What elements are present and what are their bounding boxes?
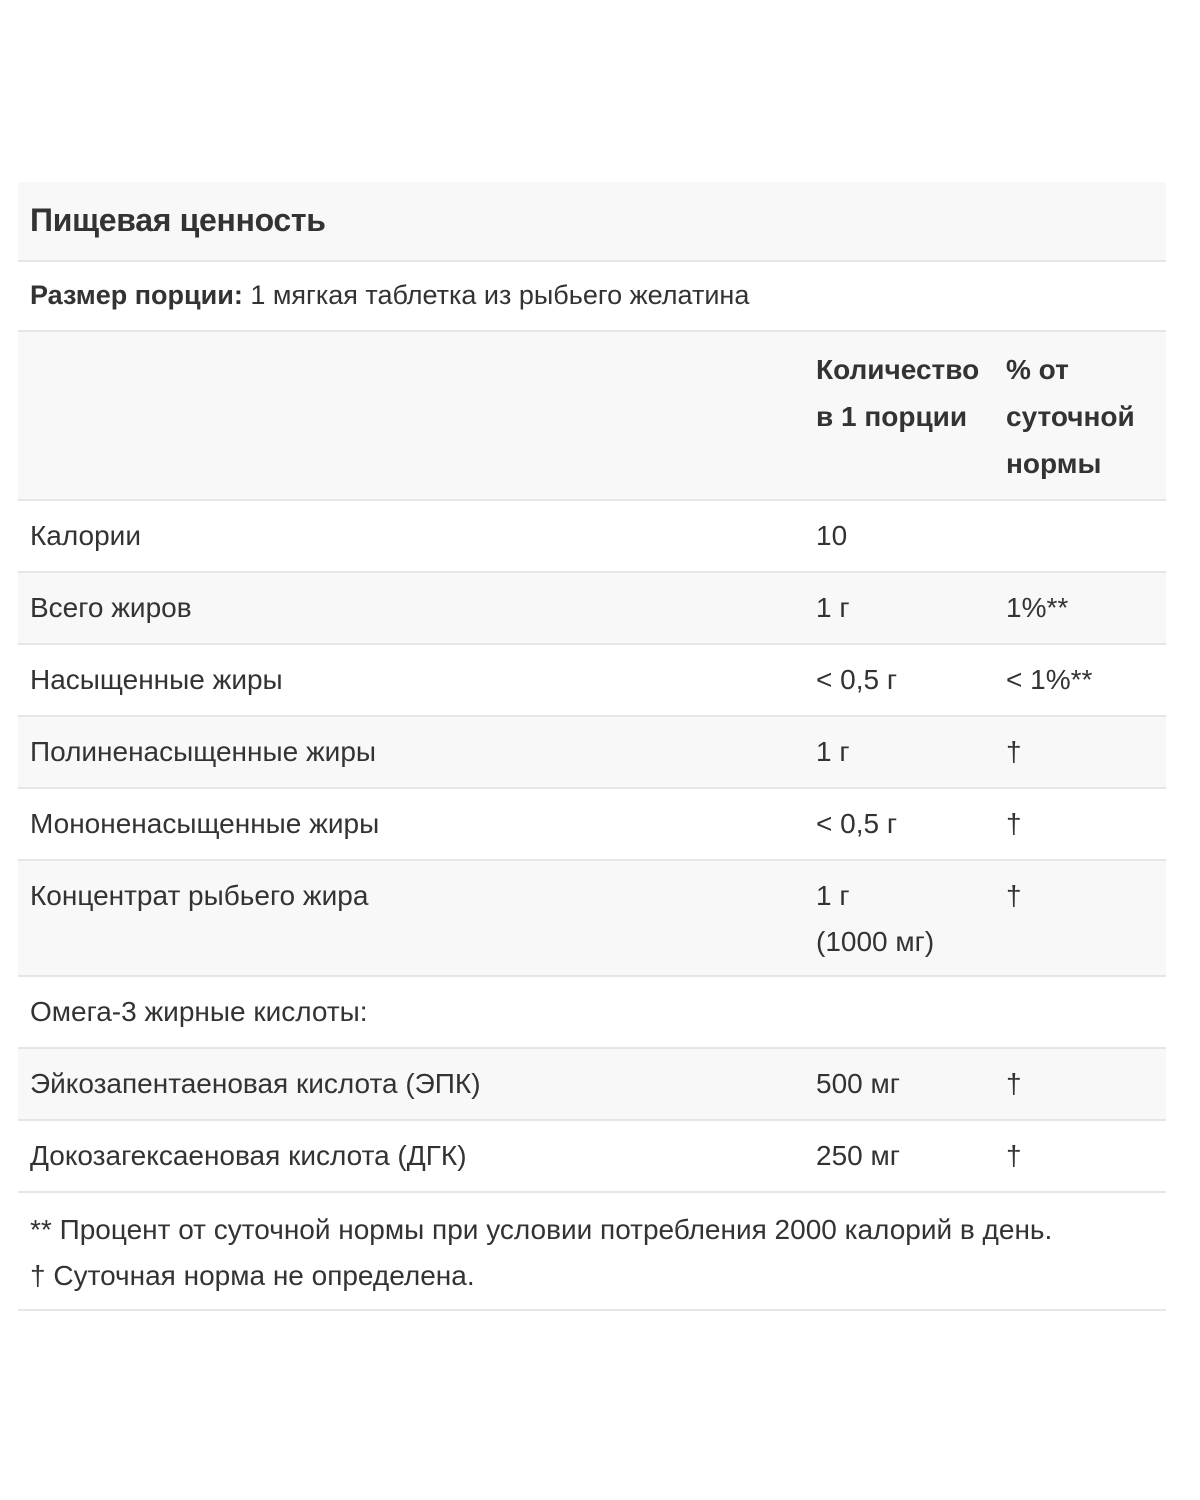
nutrient-amount: 10: [806, 500, 996, 572]
nutrient-daily-value: < 1%**: [996, 644, 1166, 716]
nutrient-group-name: Омега-3 жирные кислоты:: [18, 976, 806, 1048]
nutrient-daily-value: †: [996, 788, 1166, 860]
header-name-cell: [18, 332, 806, 500]
nutrient-name: Докозагексаеновая кислота (ДГК): [18, 1120, 806, 1192]
table-row: [18, 644, 1166, 716]
serving-size-value: 1 мягкая таблетка из рыбьего желатина: [242, 280, 750, 310]
nutrient-daily-value: †: [996, 1120, 1166, 1192]
nutrient-daily-value: †: [996, 1048, 1166, 1120]
nutrient-amount: < 0,5 г: [806, 644, 996, 716]
title-row: [18, 182, 1166, 262]
nutrient-daily-value: †: [996, 716, 1166, 788]
nutrient-name: Мононенасыщенные жиры: [18, 788, 806, 860]
header-dv-line2: суточной: [1006, 401, 1135, 432]
nutrient-name: Насыщенные жиры: [18, 644, 806, 716]
footnotes: [18, 1193, 1166, 1311]
nutrient-name: Полиненасыщенные жиры: [18, 716, 806, 788]
table-row: [18, 1120, 1166, 1192]
table-row: [18, 976, 1166, 1048]
table-row: [18, 500, 1166, 572]
nutrient-daily-value: [996, 500, 1166, 572]
nutrient-name: Калории: [18, 500, 806, 572]
header-dv-cell: [996, 332, 1166, 500]
nutrient-name: Всего жиров: [18, 572, 806, 644]
nutrient-amount-detail: (1000 мг): [816, 926, 935, 957]
header-dv-line1: % от: [1006, 354, 1069, 385]
nutrient-amount: [806, 976, 996, 1048]
panel-title: Пищевая ценность: [30, 202, 326, 238]
nutrient-amount: 500 мг: [806, 1048, 996, 1120]
serving-size-label: Размер порции:: [30, 280, 243, 310]
footnote-daily-value: ** Процент от суточной нормы при условии потребления 2000 калорий в день.: [30, 1214, 1053, 1245]
nutrient-daily-value: 1%**: [996, 572, 1166, 644]
nutrient-amount: 1 г: [816, 880, 850, 911]
table-row: [18, 716, 1166, 788]
nutrient-amount-cell: [806, 860, 996, 976]
nutrient-name: Эйкозапентаеновая кислота (ЭПК): [18, 1048, 806, 1120]
table-row: [18, 788, 1166, 860]
nutrient-amount: < 0,5 г: [806, 788, 996, 860]
nutrition-table: [18, 332, 1166, 1193]
table-row: [18, 860, 1166, 976]
table-row: [18, 572, 1166, 644]
header-dv-line3: нормы: [1006, 448, 1102, 479]
nutrition-facts-panel: [18, 182, 1166, 1311]
nutrient-name: Концентрат рыбьего жира: [18, 860, 806, 976]
nutrient-amount: 250 мг: [806, 1120, 996, 1192]
header-amount-cell: [806, 332, 996, 500]
nutrient-daily-value: [996, 976, 1166, 1048]
table-row: [18, 1048, 1166, 1120]
footnote-not-established: † Суточная норма не определена.: [30, 1260, 475, 1291]
nutrient-daily-value: †: [996, 860, 1166, 976]
table-header-row: [18, 332, 1166, 500]
nutrient-amount: 1 г: [806, 572, 996, 644]
header-amount-line2: в 1 порции: [816, 401, 968, 432]
serving-size-row: [18, 262, 1166, 332]
header-amount-line1: Количество: [816, 354, 980, 385]
nutrient-amount: 1 г: [806, 716, 996, 788]
